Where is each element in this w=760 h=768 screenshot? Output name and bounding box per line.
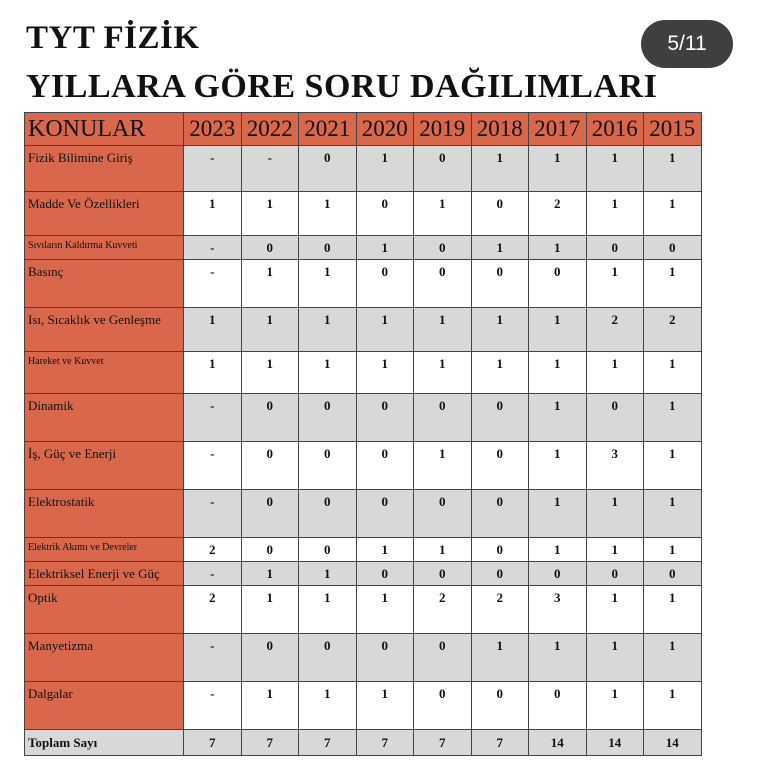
value-cell: 1 [184, 308, 242, 352]
value-cell: 1 [241, 260, 299, 308]
value-cell: 1 [529, 442, 587, 490]
value-cell: 0 [414, 394, 472, 442]
total-value-cell: 14 [529, 730, 587, 756]
value-cell: 1 [356, 146, 414, 192]
value-cell: 1 [299, 260, 357, 308]
header-year-2021: 2021 [299, 113, 357, 146]
value-cell: - [184, 442, 242, 490]
value-cell: 1 [241, 192, 299, 236]
value-cell: 0 [299, 490, 357, 538]
value-cell: 1 [586, 260, 644, 308]
value-cell: 1 [184, 352, 242, 394]
value-cell: 0 [586, 562, 644, 586]
topic-cell: Elektrostatik [25, 490, 184, 538]
value-cell: 1 [471, 236, 529, 260]
table-header-row [25, 113, 702, 146]
table-row [25, 394, 702, 442]
table-row [25, 562, 702, 586]
value-cell: 0 [529, 260, 587, 308]
value-cell: 3 [586, 442, 644, 490]
value-cell: 1 [471, 634, 529, 682]
table-row [25, 634, 702, 682]
value-cell: 0 [586, 394, 644, 442]
value-cell: 1 [356, 352, 414, 394]
header-year-2015: 2015 [644, 113, 702, 146]
value-cell: 1 [299, 682, 357, 730]
topic-cell: Hareket ve Kuvvet [25, 352, 184, 394]
value-cell: 1 [414, 538, 472, 562]
topic-cell: Dinamik [25, 394, 184, 442]
value-cell: 1 [586, 634, 644, 682]
value-cell: 1 [644, 260, 702, 308]
value-cell: 2 [529, 192, 587, 236]
value-cell: 1 [471, 352, 529, 394]
value-cell: 0 [644, 562, 702, 586]
value-cell: 1 [356, 538, 414, 562]
value-cell: 1 [299, 586, 357, 634]
value-cell: 2 [184, 538, 242, 562]
header-year-2019: 2019 [414, 113, 472, 146]
value-cell: 1 [241, 308, 299, 352]
value-cell: 0 [356, 260, 414, 308]
total-value-cell: 7 [414, 730, 472, 756]
value-cell: 0 [414, 490, 472, 538]
value-cell: 1 [586, 352, 644, 394]
value-cell: 0 [471, 260, 529, 308]
value-cell: 0 [471, 682, 529, 730]
value-cell: 1 [241, 562, 299, 586]
table-row [25, 586, 702, 634]
topic-cell: Madde Ve Özellikleri [25, 192, 184, 236]
table-row [25, 260, 702, 308]
total-value-cell: 7 [356, 730, 414, 756]
value-cell: 0 [299, 236, 357, 260]
value-cell: 1 [299, 562, 357, 586]
value-cell: 1 [644, 394, 702, 442]
value-cell: 1 [644, 490, 702, 538]
value-cell: - [184, 236, 242, 260]
value-cell: 1 [529, 490, 587, 538]
value-cell: 0 [241, 490, 299, 538]
topic-cell: Elektrik Akımı ve Devreler [25, 538, 184, 562]
value-cell: 1 [586, 146, 644, 192]
value-cell: 0 [414, 634, 472, 682]
value-cell: 0 [414, 146, 472, 192]
value-cell: 1 [644, 146, 702, 192]
value-cell: - [184, 260, 242, 308]
value-cell: 1 [356, 236, 414, 260]
value-cell: 1 [529, 538, 587, 562]
value-cell: 1 [471, 308, 529, 352]
header-konular: KONULAR [25, 113, 184, 146]
value-cell: - [184, 490, 242, 538]
topic-cell: İş, Güç ve Enerji [25, 442, 184, 490]
header-year-2018: 2018 [471, 113, 529, 146]
value-cell: 0 [471, 538, 529, 562]
page-indicator-badge: 5/11 [641, 20, 733, 68]
value-cell: 0 [586, 236, 644, 260]
value-cell: 0 [529, 562, 587, 586]
table-row [25, 442, 702, 490]
value-cell: 0 [471, 562, 529, 586]
value-cell: 0 [356, 442, 414, 490]
value-cell: 1 [356, 586, 414, 634]
value-cell: 1 [529, 352, 587, 394]
distribution-table [24, 112, 702, 756]
value-cell: 1 [356, 308, 414, 352]
header-year-2022: 2022 [241, 113, 299, 146]
value-cell: 0 [414, 260, 472, 308]
topic-cell: Fizik Bilimine Giriş [25, 146, 184, 192]
total-value-cell: 14 [644, 730, 702, 756]
value-cell: 1 [586, 586, 644, 634]
value-cell: 0 [644, 236, 702, 260]
total-value-cell: 7 [241, 730, 299, 756]
value-cell: 2 [586, 308, 644, 352]
table-row [25, 236, 702, 260]
value-cell: 0 [414, 682, 472, 730]
value-cell: 0 [414, 236, 472, 260]
value-cell: 1 [184, 192, 242, 236]
value-cell: 1 [299, 308, 357, 352]
table-row [25, 192, 702, 236]
table-row [25, 682, 702, 730]
value-cell: 1 [644, 352, 702, 394]
total-value-cell: 7 [299, 730, 357, 756]
value-cell: 1 [644, 634, 702, 682]
value-cell: 1 [644, 192, 702, 236]
value-cell: 1 [586, 538, 644, 562]
total-row [25, 730, 702, 756]
value-cell: 0 [529, 682, 587, 730]
total-value-cell: 7 [471, 730, 529, 756]
value-cell: 0 [356, 394, 414, 442]
value-cell: 0 [241, 634, 299, 682]
value-cell: 0 [241, 442, 299, 490]
table-row [25, 490, 702, 538]
topic-cell: Sıvıların Kaldırma Kuvveti [25, 236, 184, 260]
value-cell: 1 [644, 586, 702, 634]
total-value-cell: 14 [586, 730, 644, 756]
header-year-2023: 2023 [184, 113, 242, 146]
page-title-line2: YILLARA GÖRE SORU DAĞILIMLARI [26, 68, 658, 105]
value-cell: 0 [356, 634, 414, 682]
value-cell: 3 [529, 586, 587, 634]
value-cell: - [184, 562, 242, 586]
value-cell: 1 [529, 394, 587, 442]
value-cell: 0 [299, 394, 357, 442]
value-cell: 0 [299, 442, 357, 490]
value-cell: 1 [529, 146, 587, 192]
topic-cell: Elektriksel Enerji ve Güç [25, 562, 184, 586]
value-cell: - [241, 146, 299, 192]
total-label: Toplam Sayı [25, 730, 184, 756]
table-row [25, 146, 702, 192]
value-cell: 1 [644, 682, 702, 730]
page-title-line1: TYT FİZİK [26, 20, 200, 56]
value-cell: 0 [241, 236, 299, 260]
value-cell: 1 [299, 352, 357, 394]
header-year-2017: 2017 [529, 113, 587, 146]
topic-cell: Isı, Sıcaklık ve Genleşme [25, 308, 184, 352]
value-cell: 0 [356, 192, 414, 236]
table-row [25, 538, 702, 562]
table-body [25, 146, 702, 756]
value-cell: 1 [414, 442, 472, 490]
value-cell: 2 [414, 586, 472, 634]
topic-cell: Dalgalar [25, 682, 184, 730]
table-row [25, 308, 702, 352]
topic-cell: Basınç [25, 260, 184, 308]
value-cell: 0 [241, 538, 299, 562]
value-cell: 0 [471, 490, 529, 538]
value-cell: 1 [586, 192, 644, 236]
value-cell: 1 [529, 308, 587, 352]
value-cell: 1 [586, 682, 644, 730]
value-cell: 1 [414, 308, 472, 352]
value-cell: 0 [471, 394, 529, 442]
value-cell: 1 [299, 192, 357, 236]
value-cell: - [184, 146, 242, 192]
value-cell: 1 [241, 682, 299, 730]
topic-cell: Optik [25, 586, 184, 634]
value-cell: 0 [299, 634, 357, 682]
total-value-cell: 7 [184, 730, 242, 756]
value-cell: 0 [299, 538, 357, 562]
value-cell: 1 [414, 192, 472, 236]
table-row [25, 352, 702, 394]
value-cell: 1 [586, 490, 644, 538]
value-cell: - [184, 634, 242, 682]
value-cell: 0 [241, 394, 299, 442]
value-cell: 1 [644, 538, 702, 562]
value-cell: 0 [356, 562, 414, 586]
value-cell: 1 [356, 682, 414, 730]
value-cell: 2 [184, 586, 242, 634]
value-cell: 1 [241, 586, 299, 634]
value-cell: 2 [471, 586, 529, 634]
value-cell: 1 [529, 236, 587, 260]
value-cell: 0 [471, 442, 529, 490]
value-cell: 0 [299, 146, 357, 192]
header-year-2020: 2020 [356, 113, 414, 146]
value-cell: 0 [471, 192, 529, 236]
value-cell: 1 [471, 146, 529, 192]
topic-cell: Manyetizma [25, 634, 184, 682]
value-cell: 0 [356, 490, 414, 538]
value-cell: - [184, 394, 242, 442]
value-cell: 0 [414, 562, 472, 586]
value-cell: 2 [644, 308, 702, 352]
value-cell: 1 [644, 442, 702, 490]
value-cell: 1 [241, 352, 299, 394]
value-cell: 1 [529, 634, 587, 682]
value-cell: - [184, 682, 242, 730]
header-year-2016: 2016 [586, 113, 644, 146]
value-cell: 1 [414, 352, 472, 394]
